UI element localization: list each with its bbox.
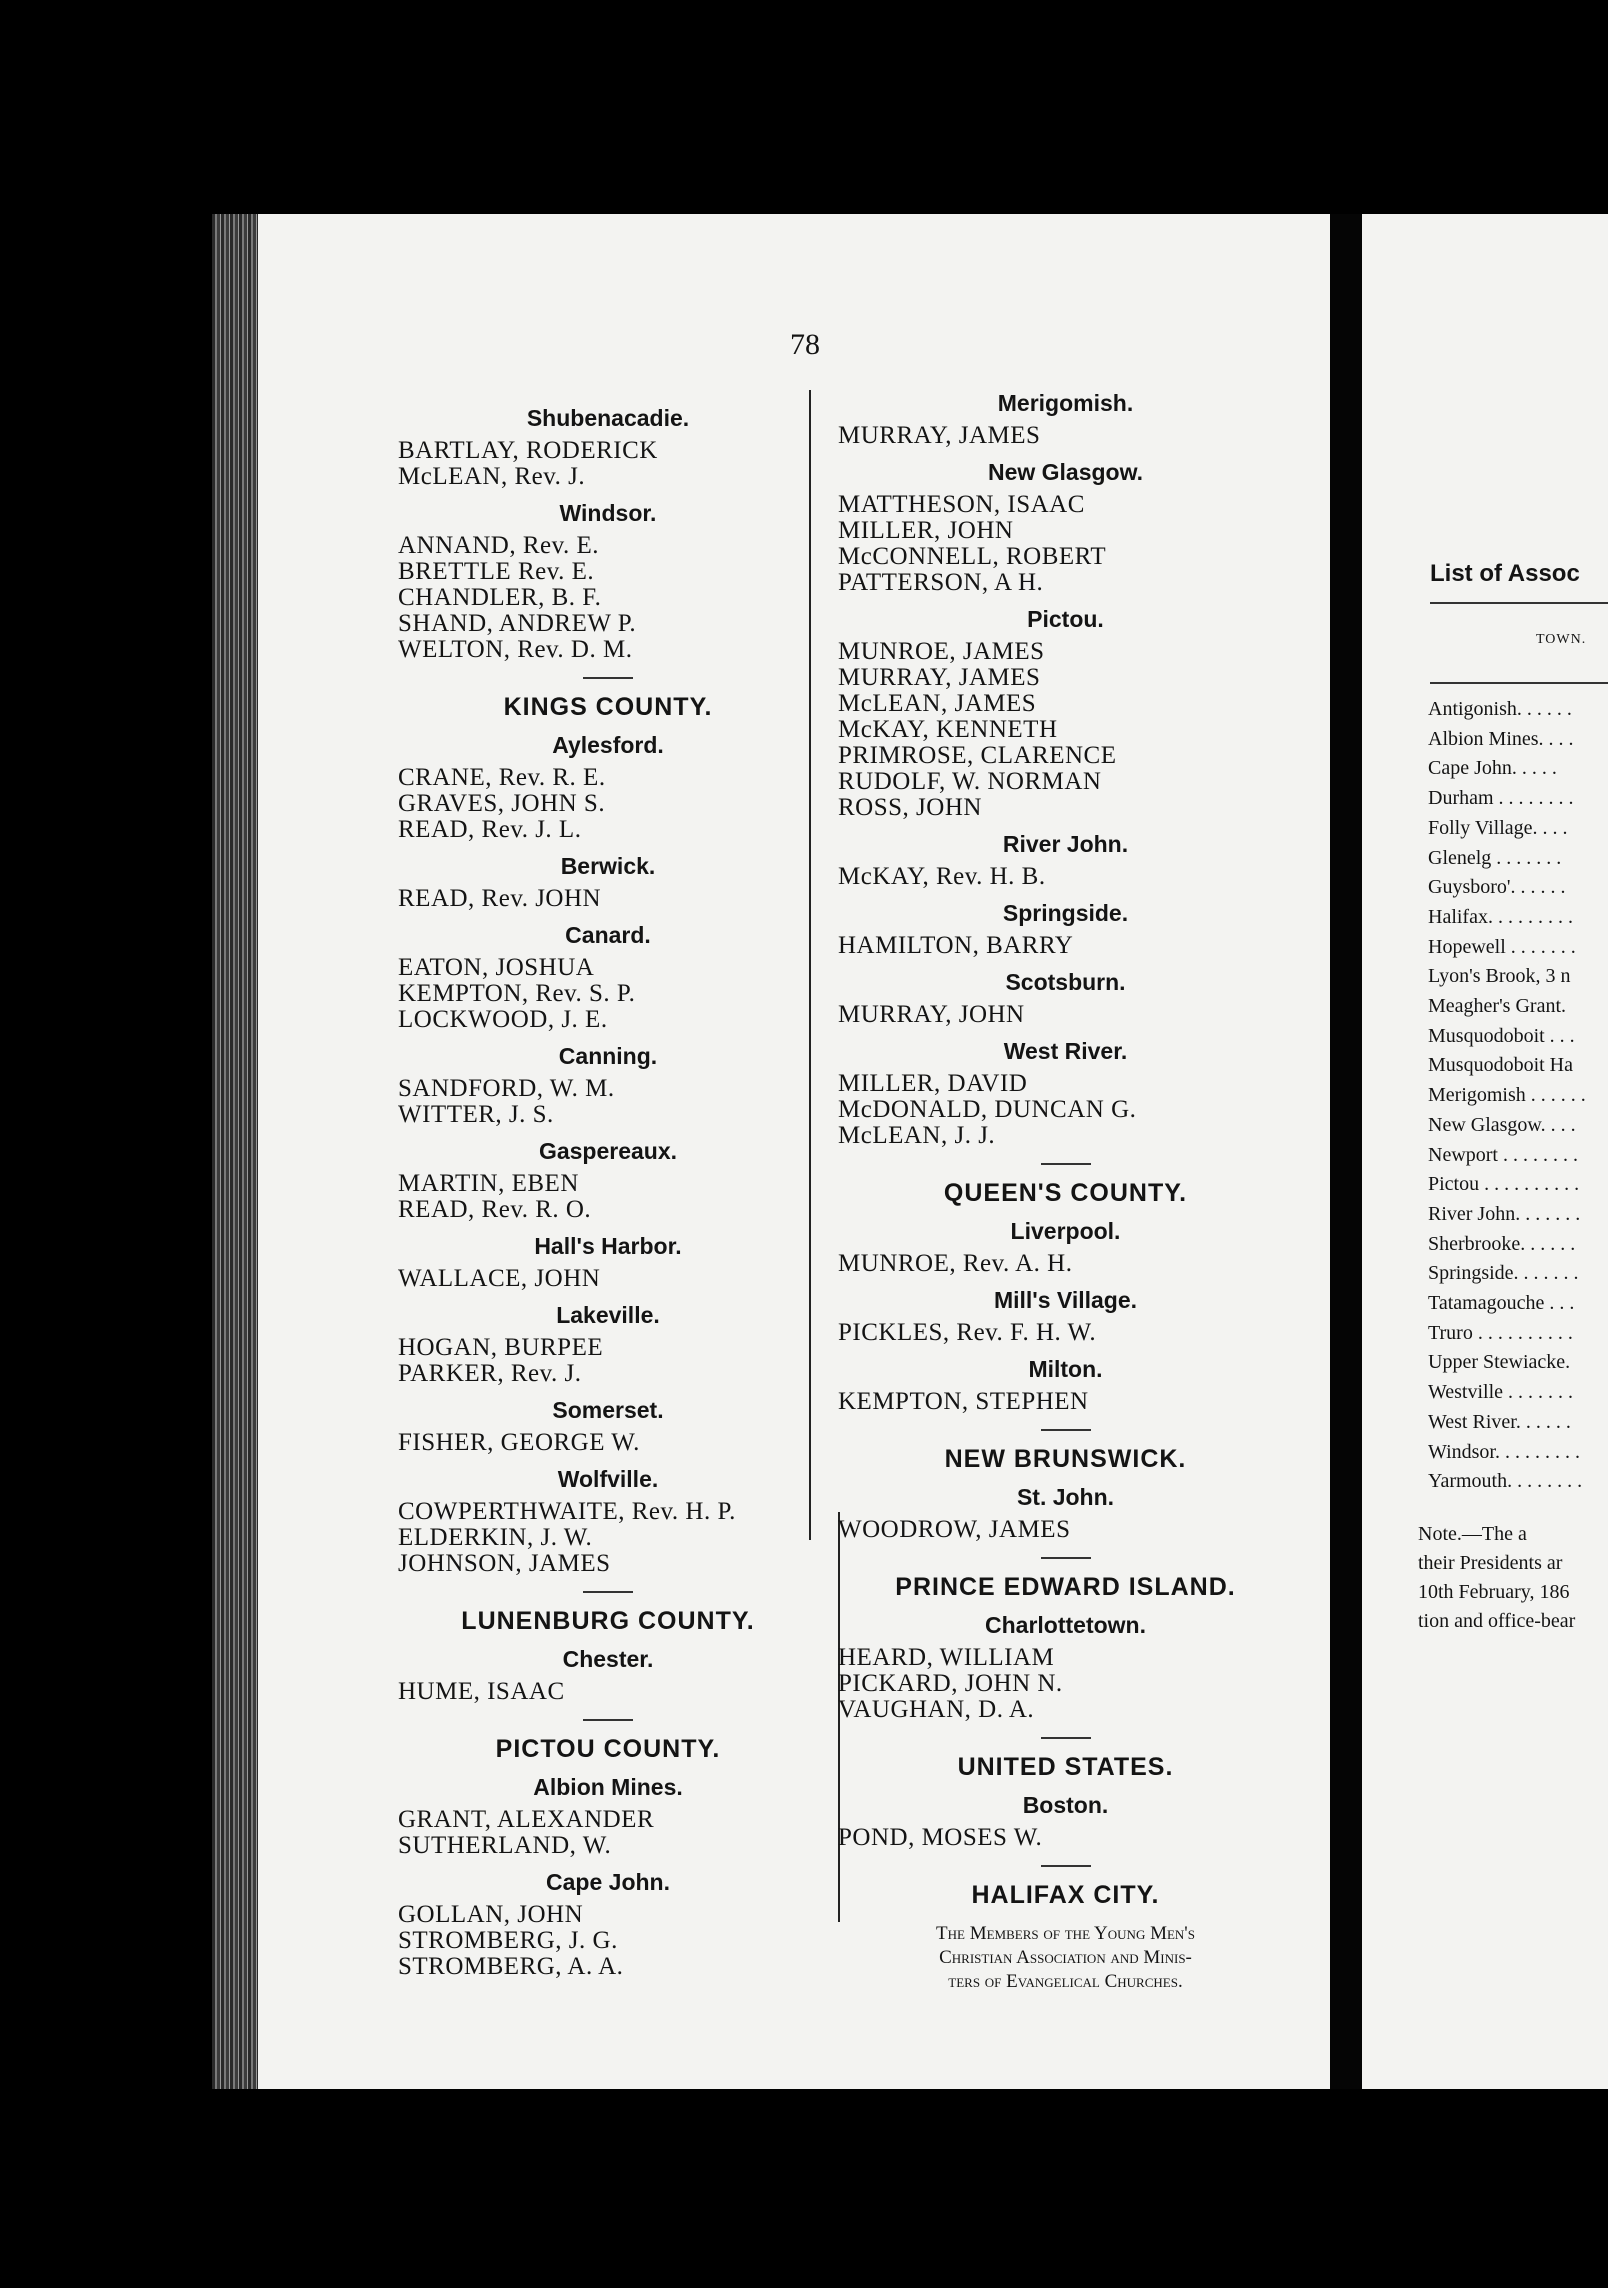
member-name: COWPERTHWAITE, Rev. H. P. (398, 1498, 736, 1525)
section-rule (1041, 1865, 1091, 1867)
town-entry: Antigonish. . . . . . (1428, 698, 1572, 720)
member-name: BRETTLE Rev. E. (398, 558, 595, 585)
town-entry: Merigomish . . . . . . (1428, 1084, 1586, 1107)
town-heading: Merigomish. (997, 390, 1134, 416)
town-heading: Lakeville. (556, 1302, 660, 1328)
member-list (838, 1071, 1293, 1149)
town-entry: Windsor. . . . . . . . . (1428, 1440, 1580, 1463)
member-list (838, 1645, 1293, 1723)
town-heading: Milton. (1028, 1356, 1103, 1382)
member-name: McKAY, Rev. H. B. (838, 863, 1046, 890)
member-list (838, 492, 1293, 596)
member-list (398, 533, 818, 663)
town-list (1428, 695, 1586, 1497)
county-heading: UNITED STATES. (957, 1753, 1174, 1781)
member-name: MURRAY, JAMES (838, 422, 1041, 449)
member-list (398, 955, 818, 1033)
member-name: MUNROE, JAMES (838, 638, 1045, 665)
member-name: McKAY, KENNETH (838, 716, 1058, 743)
town-entry: Musquodoboit Ha (1428, 1054, 1573, 1077)
town-heading: St. John. (1016, 1484, 1115, 1510)
member-name: McDONALD, DUNCAN G. (838, 1096, 1137, 1123)
member-name: HAMILTON, BARRY (838, 932, 1074, 959)
town-heading: Canard. (565, 922, 651, 948)
member-list (398, 1499, 818, 1577)
town-heading: Scotsburn. (1005, 969, 1126, 995)
section-rule (1041, 1557, 1091, 1559)
member-list (398, 1335, 818, 1387)
member-name: VAUGHAN, D. A. (838, 1696, 1035, 1723)
member-list (838, 864, 1293, 890)
member-list (398, 1171, 818, 1223)
member-name: PICKARD, JOHN N. (838, 1670, 1063, 1697)
member-list (838, 1320, 1293, 1346)
member-name: McCONNELL, ROBERT (838, 543, 1107, 570)
member-list (398, 1266, 818, 1292)
county-heading: HALIFAX CITY. (971, 1881, 1160, 1909)
town-entry: Yarmouth. . . . . . . . (1428, 1470, 1583, 1493)
member-name: READ, Rev. R. O. (398, 1196, 592, 1223)
town-entry: Glenelg . . . . . . . (1428, 846, 1562, 869)
town-entry: Meagher's Grant. (1428, 995, 1566, 1018)
town-heading: Windsor. (559, 500, 657, 526)
member-name: MARTIN, EBEN (398, 1170, 579, 1197)
member-name: PARKER, Rev. J. (398, 1360, 582, 1387)
member-name: KEMPTON, STEPHEN (838, 1388, 1089, 1415)
note-line: The Members of the Young Men's (936, 1923, 1195, 1944)
member-name: POND, MOSES W. (838, 1824, 1043, 1851)
member-name: MUNROE, Rev. A. H. (838, 1250, 1073, 1277)
member-list (398, 1076, 818, 1128)
town-heading: Wolfville. (557, 1466, 659, 1492)
note-line: Note.—The a (1418, 1523, 1527, 1545)
town-entry: Hopewell . . . . . . . (1428, 935, 1576, 958)
halifax-note (838, 1922, 1293, 1994)
town-entry: Durham . . . . . . . . (1428, 787, 1574, 810)
member-name: GRANT, ALEXANDER (398, 1806, 655, 1833)
member-name: MATTHESON, ISAAC (838, 491, 1085, 518)
town-heading: Gaspereaux. (538, 1138, 678, 1164)
town-heading: Charlottetown. (985, 1612, 1146, 1638)
member-name: SUTHERLAND, W. (398, 1832, 612, 1859)
town-entry: Musquodoboit . . . (1428, 1024, 1575, 1047)
town-entry: West River. . . . . . (1428, 1410, 1571, 1433)
member-name: CHANDLER, B. F. (398, 584, 602, 611)
member-name: McLEAN, JAMES (838, 690, 1037, 717)
town-entry: Guysboro'. . . . . . (1428, 876, 1566, 899)
town-entry: Springside. . . . . . . (1428, 1262, 1579, 1285)
town-heading: West River. (1003, 1038, 1128, 1064)
note-line: their Presidents ar (1418, 1552, 1563, 1574)
member-name: HOGAN, BURPEE (398, 1334, 604, 1361)
header-rule (1430, 682, 1608, 684)
left-column (398, 395, 818, 1980)
note-line: ters of Evangelical Churches. (948, 1971, 1183, 1992)
member-name: WELTON, Rev. D. M. (398, 636, 633, 663)
book-spine-edge (212, 214, 258, 2089)
member-name: FISHER, GEORGE W. (398, 1429, 640, 1456)
county-heading: PICTOU COUNTY. (495, 1735, 721, 1763)
member-name: SHAND, ANDREW P. (398, 610, 637, 637)
town-entry: Westville . . . . . . . (1428, 1381, 1574, 1404)
member-list (398, 1807, 818, 1859)
member-name: WALLACE, JOHN (398, 1265, 601, 1292)
member-name: McLEAN, Rev. J. (398, 463, 586, 490)
town-column-header: TOWN. (1536, 632, 1587, 647)
town-heading: Somerset. (552, 1397, 664, 1423)
member-name: GOLLAN, JOHN (398, 1901, 584, 1928)
member-list (398, 438, 818, 490)
member-list (398, 886, 818, 912)
town-entry: Sherbrooke. . . . . . (1428, 1232, 1576, 1255)
town-entry: Halifax. . . . . . . . . (1428, 905, 1573, 928)
town-heading: Liverpool. (1010, 1218, 1121, 1244)
member-name: ROSS, JOHN (838, 794, 982, 821)
section-rule (1041, 1163, 1091, 1165)
member-name: PRIMROSE, CLARENCE (838, 742, 1117, 769)
town-entry: Folly Village. . . . (1428, 816, 1568, 839)
right-column (838, 380, 1293, 1994)
note-line: tion and office-bear (1418, 1610, 1576, 1632)
member-name: READ, Rev. JOHN (398, 885, 602, 912)
member-list (838, 1389, 1293, 1415)
town-heading: New Glasgow. (987, 459, 1144, 485)
member-name: CRANE, Rev. R. E. (398, 764, 606, 791)
member-name: EATON, JOSHUA (398, 954, 595, 981)
section-rule (583, 1719, 633, 1721)
member-name: HEARD, WILLIAM (838, 1644, 1055, 1671)
member-name: JOHNSON, JAMES (398, 1550, 611, 1577)
member-list (398, 1679, 818, 1705)
town-entry: Upper Stewiacke. (1428, 1351, 1571, 1374)
member-name: MURRAY, JAMES (838, 664, 1041, 691)
member-list (838, 933, 1293, 959)
member-list (398, 1902, 818, 1980)
member-list (398, 765, 818, 843)
town-entry: Lyon's Brook, 3 n (1428, 965, 1571, 988)
town-heading: Aylesford. (552, 732, 664, 758)
member-name: LOCKWOOD, J. E. (398, 1006, 608, 1033)
town-entry: Tatamagouche . . . (1428, 1292, 1575, 1315)
member-name: McLEAN, J. J. (838, 1122, 996, 1149)
town-heading: Berwick. (560, 853, 656, 879)
town-entry: Truro . . . . . . . . . . (1428, 1321, 1573, 1344)
section-rule (1041, 1737, 1091, 1739)
member-name: KEMPTON, Rev. S. P. (398, 980, 636, 1007)
town-heading: Cape John. (546, 1869, 670, 1895)
town-heading: Albion Mines. (533, 1774, 683, 1800)
right-page-note (1418, 1520, 1575, 1636)
member-name: PICKLES, Rev. F. H. W. (838, 1319, 1097, 1346)
member-name: READ, Rev. J. L. (398, 816, 582, 843)
book-gutter (1330, 214, 1362, 2089)
right-page-title: List of Assoc (1430, 560, 1580, 587)
town-heading: River John. (1002, 831, 1129, 857)
page-number: 78 (790, 328, 820, 361)
county-heading: KINGS COUNTY. (503, 693, 713, 721)
town-entry: Albion Mines. . . . (1428, 727, 1574, 750)
county-heading: PRINCE EDWARD ISLAND. (895, 1573, 1236, 1601)
town-heading: Boston. (1022, 1792, 1109, 1818)
member-list (838, 639, 1293, 821)
town-entry: Cape John. . . . . (1428, 757, 1557, 780)
town-heading: Mill's Village. (993, 1287, 1138, 1313)
member-name: GRAVES, JOHN S. (398, 790, 606, 817)
member-list (838, 423, 1293, 449)
member-list (398, 1430, 818, 1456)
member-name: ANNAND, Rev. E. (398, 532, 599, 559)
town-entry: Newport . . . . . . . . (1428, 1143, 1578, 1166)
section-rule (583, 677, 633, 679)
note-line: 10th February, 186 (1418, 1581, 1570, 1603)
town-heading: Canning. (558, 1043, 658, 1069)
town-heading: Springside. (1002, 900, 1129, 926)
county-heading: LUNENBURG COUNTY. (461, 1607, 755, 1635)
section-rule (1041, 1429, 1091, 1431)
note-line: Christian Association and Minis- (939, 1947, 1192, 1968)
town-heading: Hall's Harbor. (534, 1233, 682, 1259)
member-name: WITTER, J. S. (398, 1101, 554, 1128)
county-heading: NEW BRUNSWICK. (944, 1445, 1187, 1473)
member-name: MILLER, DAVID (838, 1070, 1028, 1097)
member-list (838, 1517, 1293, 1543)
member-name: MILLER, JOHN (838, 517, 1014, 544)
member-name: MURRAY, JOHN (838, 1001, 1025, 1028)
member-list (838, 1825, 1293, 1851)
town-heading: Pictou. (1027, 606, 1104, 632)
member-name: ELDERKIN, J. W. (398, 1524, 593, 1551)
member-list (838, 1251, 1293, 1277)
member-name: SANDFORD, W. M. (398, 1075, 615, 1102)
town-heading: Shubenacadie. (526, 405, 690, 431)
member-name: PATTERSON, A H. (838, 569, 1044, 596)
county-heading: QUEEN'S COUNTY. (943, 1179, 1188, 1207)
town-entry: River John. . . . . . . (1428, 1202, 1581, 1225)
member-name: STROMBERG, A. A. (398, 1953, 624, 1980)
town-entry: New Glasgow. . . . (1428, 1113, 1576, 1136)
member-name: HUME, ISAAC (398, 1678, 565, 1705)
member-name: BARTLAY, RODERICK (398, 437, 658, 464)
member-list (838, 1002, 1293, 1028)
title-rule (1430, 602, 1608, 604)
member-name: STROMBERG, J. G. (398, 1927, 618, 1954)
town-entry: Pictou . . . . . . . . . . (1428, 1173, 1580, 1196)
member-name: WOODROW, JAMES (838, 1516, 1071, 1543)
member-name: RUDOLF, W. NORMAN (838, 768, 1102, 795)
section-rule (583, 1591, 633, 1593)
town-heading: Chester. (562, 1646, 654, 1672)
